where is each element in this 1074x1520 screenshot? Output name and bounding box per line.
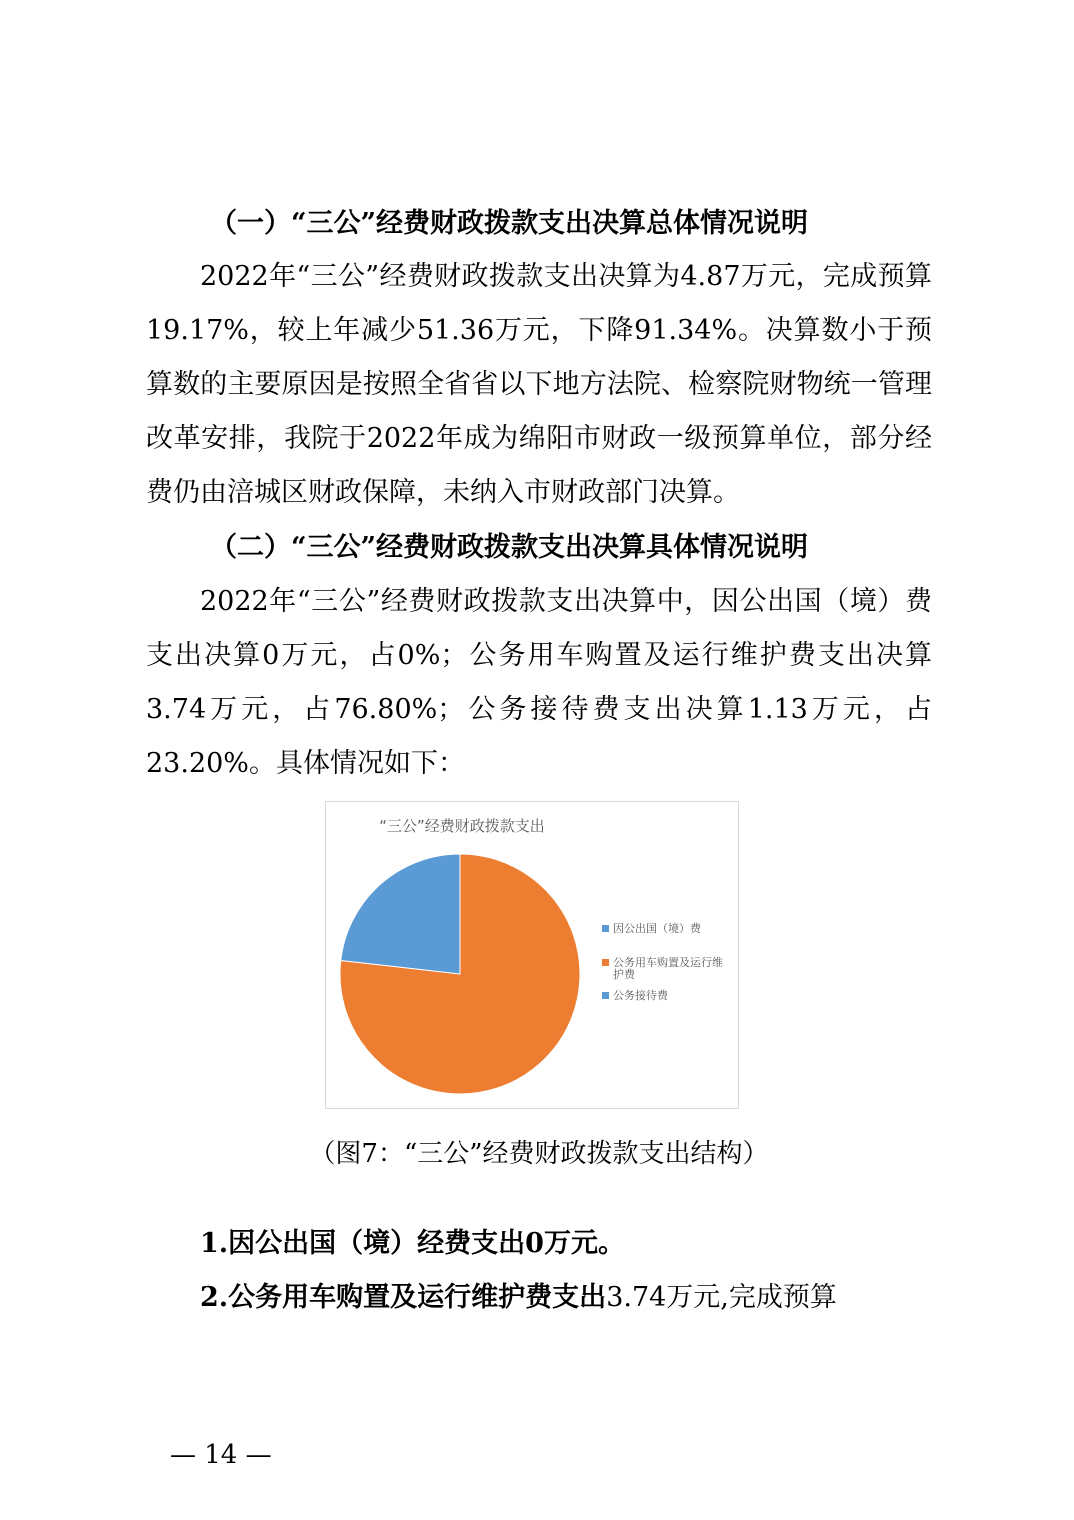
chart-title: “三公”经费财政拨款支出 <box>379 817 545 835</box>
legend-label-3: 公务接待费 <box>613 989 668 1002</box>
figure-caption: （图7：“三公”经费财政拨款支出结构） <box>309 1139 769 1169</box>
legend-swatch-3 <box>602 992 609 999</box>
section2-body: 2022年“三公”经费财政拨款支出决算中，因公出国（境）费支出决算0万元，占0%；公务用车购置及运行维护费支出决算3.74万元，占76.80%；公务接待费支出决算1.13万元，占23.20%。具体情况如下： <box>146 586 932 779</box>
pie-slices <box>340 854 580 1094</box>
list-item-2 <box>200 1280 932 1316</box>
list-item-2-bold: 2.公务用车购置及运行维护费支出 <box>200 1282 607 1313</box>
pie-slice-3 <box>341 854 460 974</box>
legend-label-2: 公务用车购置及运行维护费 <box>613 956 723 981</box>
section2-heading: （二）“三公”经费财政拨款支出决算具体情况说明 <box>210 532 809 563</box>
legend-swatch-2 <box>602 959 609 966</box>
page-number: — 14 — <box>170 1440 272 1470</box>
legend-label-1: 因公出国（境）费 <box>613 922 701 935</box>
chart-legend <box>602 921 723 1002</box>
section1-body: 2022年“三公”经费财政拨款支出决算为4.87万元，完成预算19.17%，较上年减少51.36万元，下降91.34%。决算数小于预算数的主要原因是按照全省省以下地方法院、检察院财物统一管理改革安排，我院于2022年成为绵阳市财政一级预算单位，部分经费仍由涪城区财政保障，未纳入市财政部门决算。 <box>146 261 932 508</box>
list-item-2-rest: 3.74万元,完成预算 <box>606 1282 837 1313</box>
pie-chart <box>325 801 739 1109</box>
list-item-1-bold: 1.因公出国（境）经费支出0万元。 <box>200 1228 625 1259</box>
list-item-1 <box>200 1226 932 1262</box>
section1-heading: （一）“三公”经费财政拨款支出决算总体情况说明 <box>210 208 809 239</box>
pie-chart-svg <box>326 802 738 1108</box>
legend-swatch-1 <box>602 925 609 932</box>
